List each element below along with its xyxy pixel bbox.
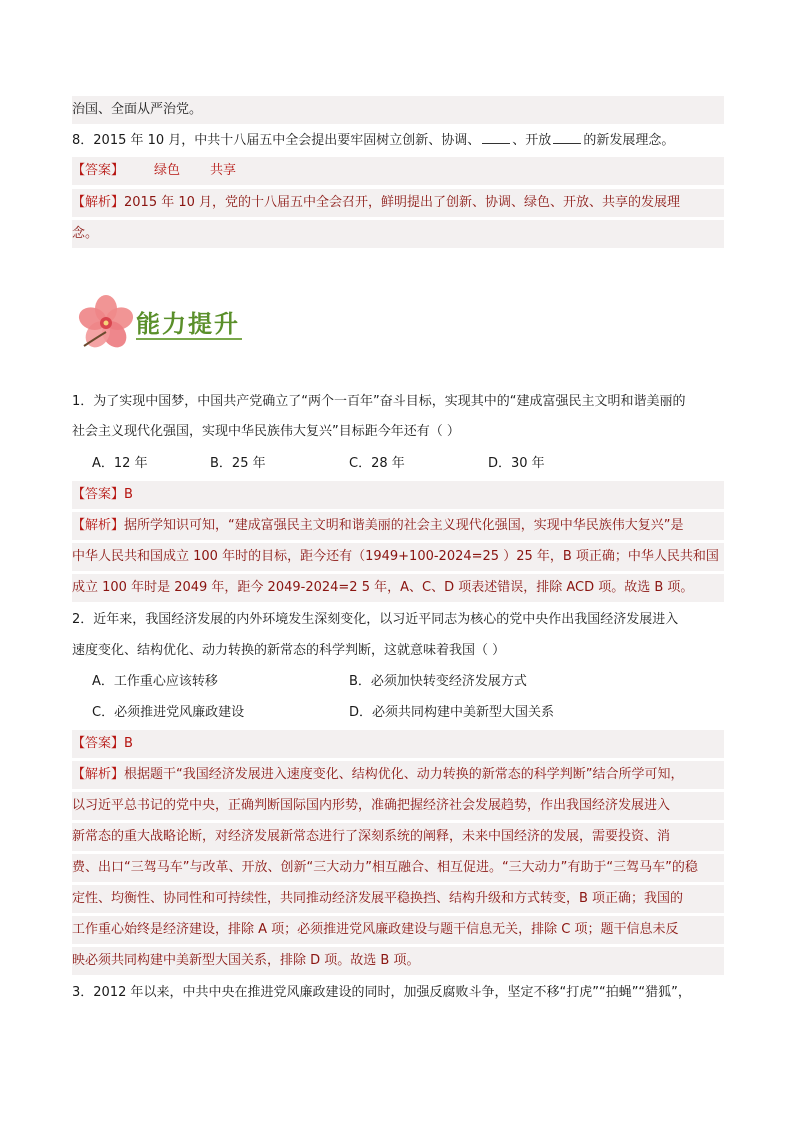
q1-option-c: C．28 年 bbox=[349, 456, 405, 471]
q8-analysis-line-2 bbox=[72, 220, 724, 248]
prev-continuation bbox=[72, 96, 724, 124]
analysis-label: 【解析】 bbox=[72, 518, 125, 533]
section-heading bbox=[76, 292, 276, 356]
answer-value-1: 绿色 bbox=[154, 163, 181, 178]
analysis-text: 费、出口“三驾马车”与改革、开放、创新“三大动力”相互融合、相互促进。“三大动力”有助于“三驾马车”的稳 bbox=[72, 860, 698, 875]
section-title: 能力提升 bbox=[136, 310, 240, 338]
q1-answer bbox=[72, 481, 724, 509]
text: 1．为了实现中国梦，中国共产党确立了“两个一百年”奋斗目标，实现其中的“建成富强民主文明和谐美丽的 bbox=[72, 394, 686, 409]
q2-option-a: A．工作重心应该转移 bbox=[92, 674, 218, 689]
q8-text-post: 的新发展理念。 bbox=[583, 133, 675, 148]
q1-option-b: B．25 年 bbox=[210, 456, 266, 471]
q8-answer bbox=[72, 157, 724, 185]
blank-1 bbox=[482, 129, 510, 144]
answer-value-2: 共享 bbox=[210, 163, 237, 178]
q2-analysis-line-4 bbox=[72, 854, 724, 882]
q1-option-d: D．30 年 bbox=[488, 456, 545, 471]
q2-analysis-line-5 bbox=[72, 885, 724, 913]
q2-analysis-line-6 bbox=[72, 916, 724, 944]
analysis-text: 定性、均衡性、协同性和可持续性，共同推动经济发展平稳换挡、结构升级和方式转变，B 项正确；我国的 bbox=[72, 891, 684, 906]
q2-option-c: C．必须推进党风廉政建设 bbox=[92, 705, 245, 720]
section-underline bbox=[136, 338, 242, 340]
analysis-text: 新常态的重大战略论断，对经济发展新常态进行了深刻系统的阐释，未来中国经济的发展，需要投资、消 bbox=[72, 829, 671, 844]
q2-analysis-line-2 bbox=[72, 792, 724, 820]
text: 2．近年来，我国经济发展的内外环境发生深刻变化，以习近平同志为核心的党中央作出我国经济发展进入 bbox=[72, 612, 679, 627]
analysis-text: 念。 bbox=[72, 226, 99, 241]
analysis-label: 【解析】 bbox=[72, 767, 125, 782]
answer-label: 【答案】 bbox=[72, 736, 125, 751]
q2-analysis-line-7 bbox=[72, 947, 724, 975]
q2-option-d: D．必须共同构建中美新型大国关系 bbox=[349, 705, 555, 720]
plum-blossom-icon bbox=[76, 292, 136, 352]
analysis-text: 以习近平总书记的党中央，正确判断国际国内形势，准确把握经济社会发展趋势，作出我国经济发展进入 bbox=[72, 798, 671, 813]
q8-text-pre: 8．2015 年 10 月，中共十八届五中全会提出要牢固树立创新、协调、 bbox=[72, 133, 481, 148]
text: 社会主义现代化强国，实现中华民族伟大复兴”目标距今年还有（ ） bbox=[72, 424, 460, 439]
analysis-text: 2015 年 10 月，党的十八届五中全会召开，鲜明提出了创新、协调、绿色、开放、共享的发展理 bbox=[124, 195, 681, 210]
analysis-text: 中华人民共和国成立 100 年时的目标，距今还有（1949+100-2024=25 ）25 年，B 项正确；中华人民共和国 bbox=[72, 549, 719, 564]
text: 速度变化、结构优化、动力转换的新常态的科学判断，这就意味着我国（ ） bbox=[72, 643, 506, 658]
text: 治国、全面从严治党。 bbox=[72, 102, 203, 117]
q1-analysis-line-3 bbox=[72, 574, 724, 602]
answer-label: 【答案】 bbox=[72, 163, 125, 178]
analysis-label: 【解析】 bbox=[72, 195, 125, 210]
analysis-text: 工作重心始终是经济建设，排除 A 项；必须推进党风廉政建设与题干信息无关，排除 C 项；题干信息未反 bbox=[72, 922, 679, 937]
blank-2 bbox=[553, 129, 581, 144]
q1-analysis-line-2 bbox=[72, 543, 724, 571]
q2-answer bbox=[72, 730, 724, 758]
analysis-text: 据所学知识可知，“建成富强民主文明和谐美丽的社会主义现代化强国，实现中华民族伟大复兴”是 bbox=[124, 518, 684, 533]
q2-stem-line-1 bbox=[72, 606, 724, 634]
answer-value: B bbox=[124, 736, 133, 751]
analysis-text: 映必须共同构建中美新型大国关系，排除 D 项。故选 B 项。 bbox=[72, 953, 420, 968]
question-8 bbox=[72, 127, 724, 155]
q2-stem-line-2 bbox=[72, 637, 724, 665]
q3-stem-line-1 bbox=[72, 979, 724, 1007]
q2-option-b: B．必须加快转变经济发展方式 bbox=[349, 674, 527, 689]
q1-option-a: A．12 年 bbox=[92, 456, 148, 471]
q1-stem-line-1 bbox=[72, 388, 724, 416]
q2-analysis-line-1 bbox=[72, 761, 724, 789]
text: 3．2012 年以来，中共中央在推进党风廉政建设的同时，加强反腐败斗争，坚定不移“打虎”“拍蝇”“猎狐”， bbox=[72, 985, 691, 1000]
q1-stem-line-2 bbox=[72, 418, 724, 446]
q8-analysis-line-1 bbox=[72, 189, 724, 217]
q1-analysis-line-1 bbox=[72, 512, 724, 540]
q2-analysis-line-3 bbox=[72, 823, 724, 851]
q8-text-mid: 、开放 bbox=[512, 133, 552, 148]
analysis-text: 成立 100 年时是 2049 年，距今 2049-2024=2 5 年，A、C、D 项表述错误，排除 ACD 项。故选 B 项。 bbox=[72, 580, 694, 595]
answer-value: B bbox=[124, 487, 133, 502]
analysis-text: 根据题干“我国经济发展进入速度变化、结构优化、动力转换的新常态的科学判断”结合所学可知， bbox=[124, 767, 684, 782]
answer-label: 【答案】 bbox=[72, 487, 125, 502]
